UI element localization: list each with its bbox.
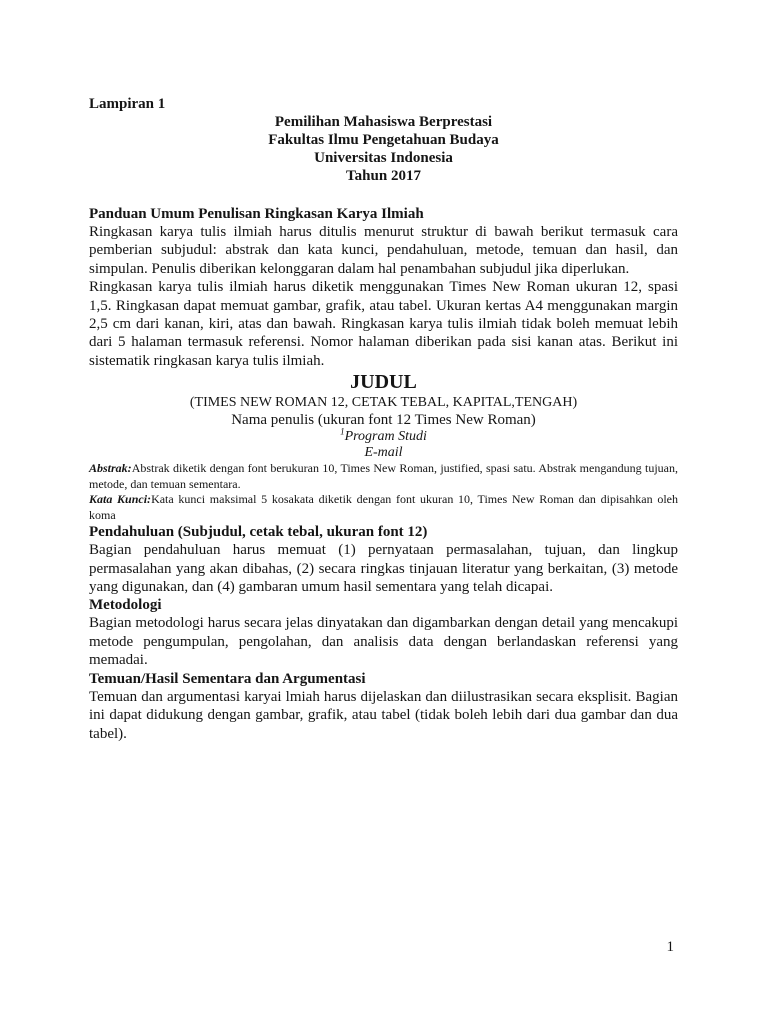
author-name-line: Nama penulis (ukuran font 12 Times New Roman): [231, 412, 536, 429]
section-heading-pendahuluan: Pendahuluan (Subjudul, cetak tebal, ukuran font 12): [89, 524, 428, 541]
keywords-text: Kata kunci maksimal 5 kosakata diketik dengan font ukuran 10, Times New Roman dan dipisahkan oleh koma: [89, 492, 678, 522]
paragraph-panduan-1: Ringkasan karya tulis ilmiah harus ditulis menurut struktur di bawah berikut termasuk cara pemberian subjudul: abstrak dan kata kunci, pendahuluan, metode, temuan dan hasil, dan simpulan. Penulis diberikan kelonggaran dalam hal penambahan subjudul jika diperlukan.: [89, 224, 678, 277]
paragraph-pendahuluan: Bagian pendahuluan harus memuat (1) pernyataan permasalahan, tujuan, dan lingkup permasalahan yang akan dibahas, (2) secara ringkas tinjauan literatur yang berkaitan, (3) metode yang digunakan, dan (4) gambaran umum hasil sementara yang telah dicapai.: [89, 542, 678, 596]
appendix-label: Lampiran 1: [89, 96, 166, 112]
paragraph-panduan-2: Ringkasan karya tulis ilmiah harus diketik menggunakan Times New Roman ukuran 12, spasi 1,5. Ringkasan dapat memuat gambar, grafik, atau tabel. Ukuran kertas A4 menggunakan margin 2,5 cm dari kanan, kiri, atas dan bawah. Ringkasan karya tulis ilmiah tidak boleh memuat lebih dari 5 halaman termasuk referensi. Nomor halaman diberikan pada sisi kanan atas. Berikut ini sistematik ringkasan karya tulis ilmiah.: [89, 279, 678, 369]
paragraph-metodologi: Bagian metodologi harus secara jelas dinyatakan dan digambarkan dengan detail yang mencakupi metode pengumpulan, pengolahan, dan analisis data dengan berlandaskan referensi yang memadai.: [89, 615, 678, 669]
page-number: 1: [666, 939, 674, 955]
program-studi-line: [89, 426, 678, 445]
title-line-university: Universitas Indonesia: [314, 150, 453, 166]
title-line-year: Tahun 2017: [346, 168, 421, 184]
paragraph-temuan: Temuan dan argumentasi karyai lmiah harus dijelaskan dan diilustrasikan secara eksplisit. Bagian ini dapat didukung dengan gambar, grafik, atau tabel (tidak boleh lebih dari dua gambar dan dua tabel).: [89, 688, 678, 742]
title-line-event: Pemilihan Mahasiswa Berprestasi: [274, 114, 493, 130]
title-line-faculty: Fakultas Ilmu Pengetahuan Budaya: [268, 132, 499, 148]
abstract-label: Abstrak:: [89, 461, 132, 476]
section-heading-metodologi: Metodologi: [89, 597, 162, 614]
program-studi-text: Program Studi: [344, 429, 427, 445]
keywords-paragraph: [89, 492, 678, 523]
abstract-text: Abstrak diketik dengan font berukuran 10, Times New Roman, justified, spasi satu. Abstrak mengandung tujuan, metode, dan temuan sementara.: [89, 461, 678, 491]
title-block: [89, 113, 678, 185]
footnote-superscript: 1: [340, 426, 345, 437]
judul-subtitle: (TIMES NEW ROMAN 12, CETAK TEBAL, KAPITAL,TENGAH): [189, 395, 578, 411]
section-heading-panduan: Panduan Umum Penulisan Ringkasan Karya Ilmiah: [89, 206, 424, 222]
email-line: E-mail: [364, 445, 403, 461]
abstract-paragraph: [89, 461, 678, 492]
judul-title: JUDUL: [350, 371, 417, 394]
section-heading-temuan: Temuan/Hasil Sementara dan Argumentasi: [89, 670, 366, 687]
keywords-label: Kata Kunci:: [89, 492, 152, 507]
